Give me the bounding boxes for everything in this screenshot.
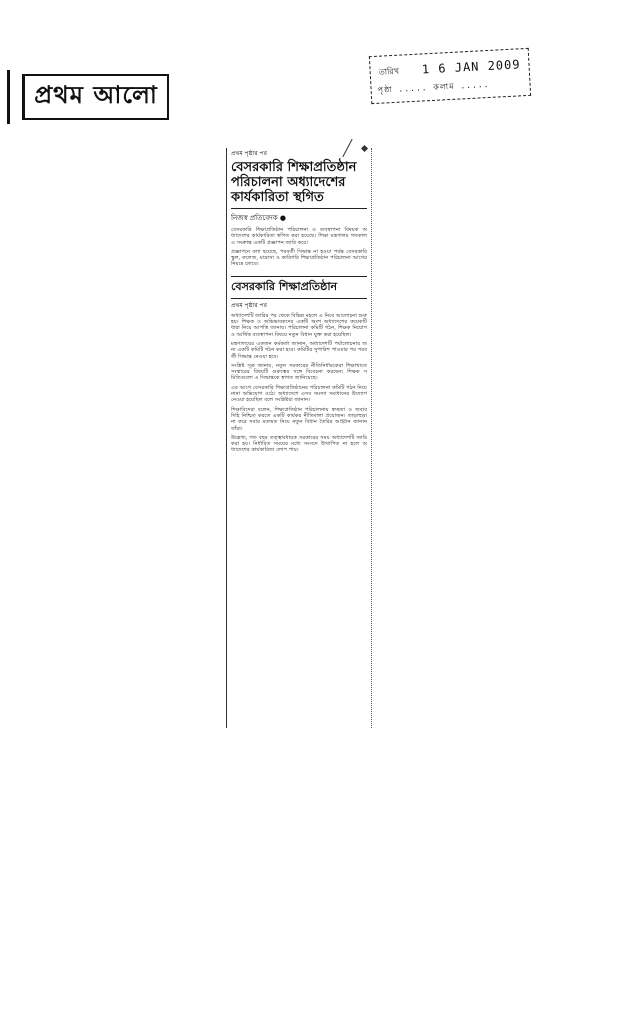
continuation-headline: বেসরকারি শিক্ষাপ্রতিষ্ঠান	[231, 276, 367, 299]
continuation-paragraph: শিক্ষাবিদেরা বলেন, শিক্ষাপ্রতিষ্ঠান পরিচালনায় স্বচ্ছতা ও জবাবদিহি নিশ্চিত করতে একটি কার্যকর নীতিমালা প্রয়োজন। তাড়াহুড়া না করে সবার মতামত নিয়ে নতুন বিধান তৈরির আহ্বান জানান তাঁরা।	[231, 406, 367, 432]
stamp-page-column: পৃষ্ঠা ..... কলাম .....	[377, 79, 490, 95]
clipping-date-stamp	[369, 48, 531, 104]
continuation-paragraph: উল্লেখ্য, গত বছর তত্ত্বাবধায়ক সরকারের সময় অধ্যাদেশটি জারি করা হয়। নির্ধারিত সময়ের মধ্যে সংসদে উত্থাপিত না হলে অধ্যাদেশের কার্যকারিতা লোপ পায়।	[231, 434, 367, 454]
masthead-title: প্রথম আলো	[34, 80, 158, 109]
article-clipping	[226, 148, 372, 728]
continuation-paragraph: অধ্যাদেশটি জারির পর থেকে বিভিন্ন মহলে এ নিয়ে আলোচনা শুরু হয়। শিক্ষক ও অভিভাবকদের একটি অংশ অধ্যাদেশের কয়েকটি ধারা নিয়ে আপত্তি জানায়। পরিচালনা কমিটি গঠন, শিক্ষক নিয়োগ ও আর্থিক ব্যবস্থাপনা বিষয়ে নতুন বিধান যুক্ত করা হয়েছিল।	[231, 312, 367, 338]
article-kicker: প্রথম পৃষ্ঠার পর	[231, 150, 267, 157]
article-headline: বেসরকারি শিক্ষাপ্রতিষ্ঠান পরিচালনা অধ্যাদেশের কার্যকারিতা স্থগিত	[231, 160, 367, 209]
article-byline: নিজস্ব প্রতিবেদক ●	[231, 214, 287, 222]
stamp-date: 1 6 JAN 2009	[421, 57, 521, 77]
continuation-paragraph: সংশ্লিষ্ট সূত্র জানায়, নতুন সরকারের নীতিনির্ধারকেরা শিক্ষাখাতে সংস্কারের বিষয়টি গুরুত্বের সঙ্গে বিবেচনা করছেন। শিক্ষক সমিতিগুলো এ সিদ্ধান্তকে স্বাগত জানিয়েছে।	[231, 362, 367, 382]
stamp-label: তারিখ	[378, 66, 400, 77]
newspaper-masthead	[22, 74, 169, 120]
continuation-paragraph: মন্ত্রণালয়ের একজন কর্মকর্তা জানান, অধ্যাদেশটি পর্যালোচনার জন্য একটি কমিটি গঠন করা হবে। কমিটির সুপারিশ পাওয়ার পর পরবর্তী সিদ্ধান্ত নেওয়া হবে।	[231, 340, 367, 360]
continuation-paragraph: এর আগে বেসরকারি শিক্ষাপ্রতিষ্ঠানের পরিচালনা কমিটি গঠন নিয়ে নানা অভিযোগ ওঠে। অধ্যাদেশে এসব সমস্যা সমাধানের উদ্যোগ নেওয়া হয়েছিল বলে সংশ্লিষ্টরা জানান।	[231, 384, 367, 404]
article-paragraph: বেসরকারি শিক্ষাপ্রতিষ্ঠান পরিচালনা ও ব্যবস্থাপনা বিষয়ক অধ্যাদেশের কার্যকারিতা স্থগিত করা হয়েছে। শিক্ষা মন্ত্রণালয় গতকাল এ সংক্রান্ত একটি প্রজ্ঞাপন জারি করে।	[231, 227, 367, 246]
continuation-label: প্রথম পৃষ্ঠার পর	[231, 301, 267, 309]
article-paragraph: প্রজ্ঞাপনে বলা হয়েছে, পরবর্তী সিদ্ধান্ত না হওয়া পর্যন্ত বেসরকারি স্কুল, কলেজ, মাদ্রাসা ও কারিগরি শিক্ষাপ্রতিষ্ঠান পরিচালনা আগের নিয়মে চলবে।	[231, 248, 367, 268]
masthead-side-bar	[7, 70, 10, 124]
